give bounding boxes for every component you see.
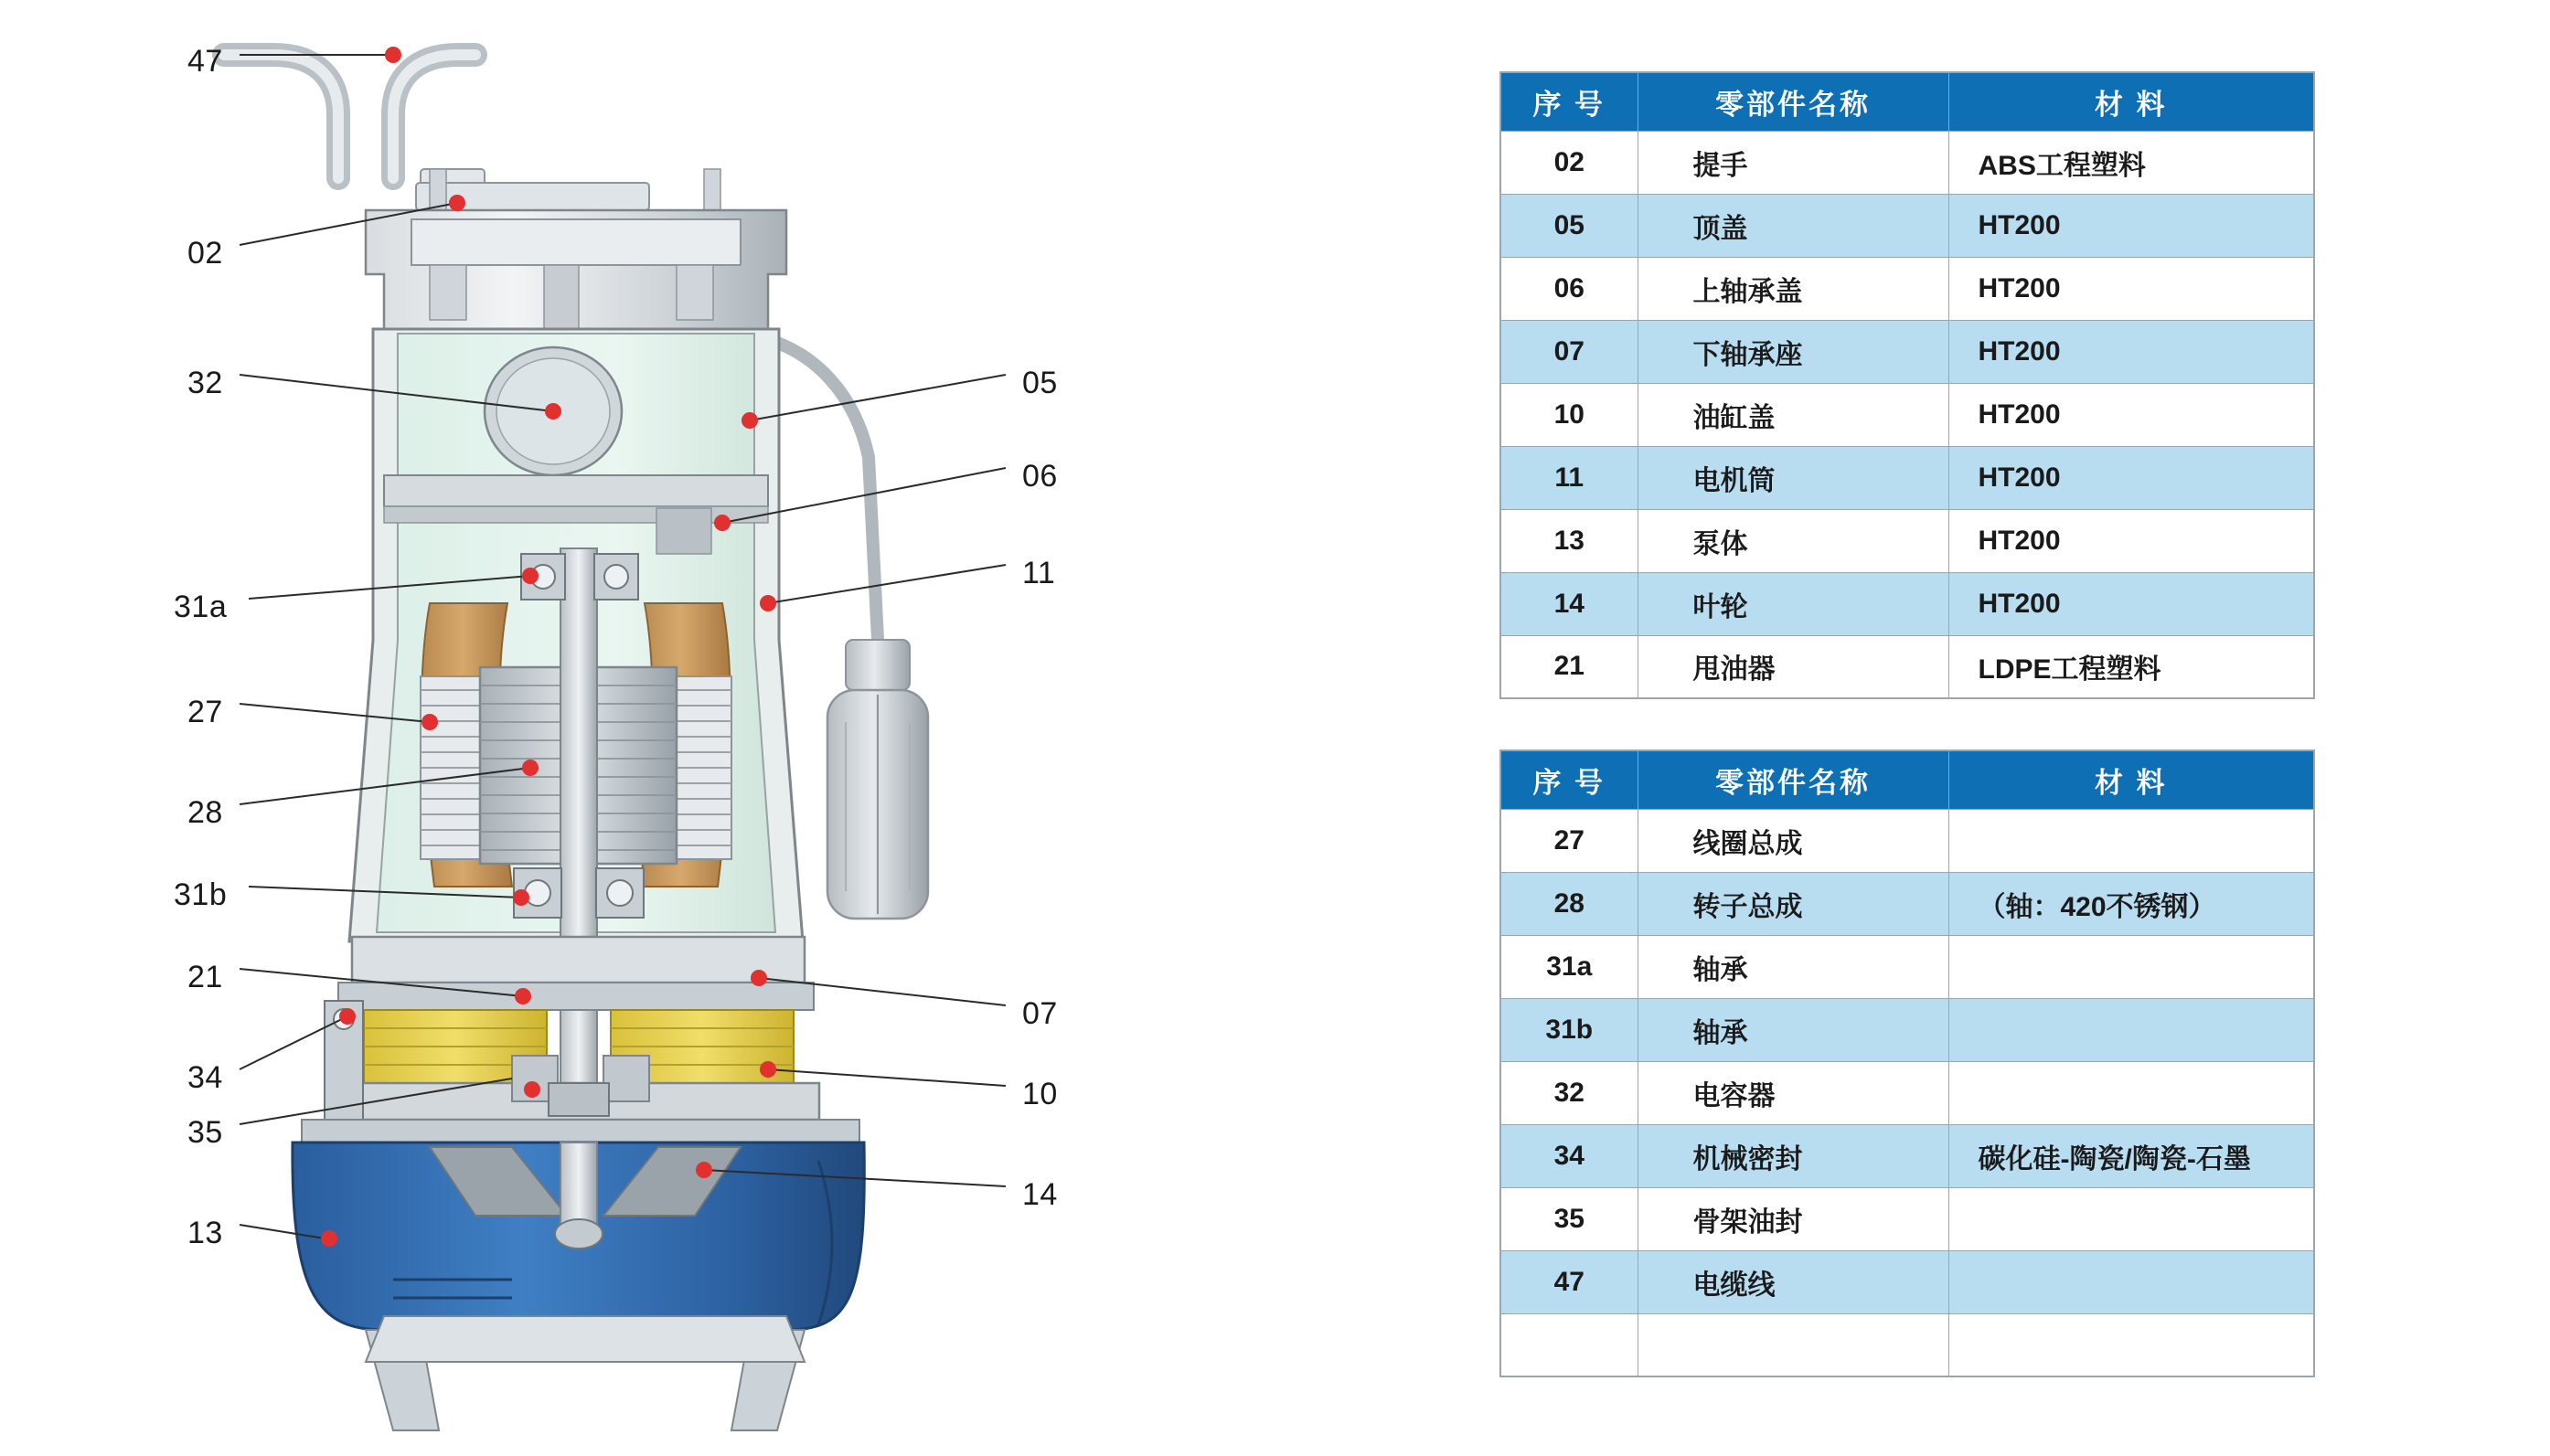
cell-no: 11 (1500, 446, 1638, 509)
callout-label-34: 34 (187, 1060, 223, 1095)
part-lower-bearing-seat-07 (338, 937, 814, 1010)
callout-label-47: 47 (187, 44, 223, 79)
column-header-no: 序 号 (1500, 750, 1638, 809)
cell-no: 28 (1500, 872, 1638, 935)
callout-label-02: 02 (187, 236, 223, 271)
table-header-row (1500, 750, 2314, 809)
cell-material (1948, 935, 2314, 998)
cell-name: 轴承 (1638, 935, 1948, 998)
cell-no: 13 (1500, 509, 1638, 572)
cell-name: 机械密封 (1638, 1124, 1948, 1187)
callout-label-21: 21 (187, 960, 223, 994)
table-row (1500, 572, 2314, 635)
cell-material (1948, 1187, 2314, 1250)
table-row (1500, 257, 2314, 320)
table-row (1500, 1061, 2314, 1124)
cell-no: 05 (1500, 194, 1638, 257)
table-row (1500, 446, 2314, 509)
cell-material (1948, 1313, 2314, 1376)
table-row (1500, 998, 2314, 1061)
callout-label-28: 28 (187, 795, 223, 830)
table-row (1500, 1124, 2314, 1187)
cell-name: 线圈总成 (1638, 809, 1948, 872)
table-row (1500, 383, 2314, 446)
callout-label-31b: 31b (174, 877, 228, 912)
table-header-row (1500, 72, 2314, 131)
table-row (1500, 1313, 2314, 1376)
callout-label-11: 11 (1022, 556, 1056, 590)
cell-no: 02 (1500, 131, 1638, 194)
cell-material (1948, 1061, 2314, 1124)
cell-no: 31b (1500, 998, 1638, 1061)
cell-material (1948, 998, 2314, 1061)
cell-no: 07 (1500, 320, 1638, 383)
cell-name: 甩油器 (1638, 635, 1948, 698)
cell-name: 骨架油封 (1638, 1187, 1948, 1250)
cell-name: 轴承 (1638, 998, 1948, 1061)
callout-label-27: 27 (187, 695, 223, 729)
cell-name: 提手 (1638, 131, 1948, 194)
cell-name: 上轴承盖 (1638, 257, 1948, 320)
cell-material: HT200 (1948, 572, 2314, 635)
table-row (1500, 809, 2314, 872)
cell-material (1948, 1250, 2314, 1313)
table-row (1500, 131, 2314, 194)
cell-name: 电容器 (1638, 1061, 1948, 1124)
column-header-no: 序 号 (1500, 72, 1638, 131)
table-row (1500, 872, 2314, 935)
callout-label-31a: 31a (174, 590, 228, 624)
cell-no: 34 (1500, 1124, 1638, 1187)
cell-material: HT200 (1948, 194, 2314, 257)
callout-label-06: 06 (1022, 459, 1058, 494)
part-base-stand (366, 1316, 805, 1430)
cell-material: LDPE工程塑料 (1948, 635, 2314, 698)
column-header-material: 材 料 (1948, 72, 2314, 131)
cell-no: 21 (1500, 635, 1638, 698)
callout-label-13: 13 (187, 1216, 223, 1250)
cell-name (1638, 1313, 1948, 1376)
cell-no: 27 (1500, 809, 1638, 872)
table-row (1500, 194, 2314, 257)
cell-material: HT200 (1948, 320, 2314, 383)
callout-label-35: 35 (187, 1115, 223, 1150)
cell-no: 47 (1500, 1250, 1638, 1313)
table-row (1500, 509, 2314, 572)
cell-material: ABS工程塑料 (1948, 131, 2314, 194)
cell-no: 14 (1500, 572, 1638, 635)
callout-label-32: 32 (187, 366, 223, 400)
callout-label-07: 07 (1022, 996, 1058, 1031)
callout-label-10: 10 (1022, 1077, 1058, 1111)
cell-material: HT200 (1948, 257, 2314, 320)
part-cable-47 (224, 55, 475, 178)
cell-name: 泵体 (1638, 509, 1948, 572)
cell-name: 油缸盖 (1638, 383, 1948, 446)
cell-name: 叶轮 (1638, 572, 1948, 635)
cell-no (1500, 1313, 1638, 1376)
part-pump-body-13 (293, 1120, 864, 1330)
parts-table-1 (1499, 71, 2315, 699)
table-row (1500, 635, 2314, 698)
table-row (1500, 1187, 2314, 1250)
cell-material: HT200 (1948, 383, 2314, 446)
table-row (1500, 320, 2314, 383)
cell-name: 下轴承座 (1638, 320, 1948, 383)
cell-material (1948, 809, 2314, 872)
column-header-name: 零部件名称 (1638, 750, 1948, 809)
part-shaft (560, 548, 597, 1152)
cell-no: 31a (1500, 935, 1638, 998)
cell-no: 10 (1500, 383, 1638, 446)
table-row (1500, 1250, 2314, 1313)
cell-name: 转子总成 (1638, 872, 1948, 935)
callout-label-14: 14 (1022, 1177, 1058, 1212)
cell-no: 06 (1500, 257, 1638, 320)
column-header-name: 零部件名称 (1638, 72, 1948, 131)
callout-label-05: 05 (1022, 366, 1058, 400)
cell-name: 电机筒 (1638, 446, 1948, 509)
cell-material: （轴：420不锈钢） (1948, 872, 2314, 935)
cell-name: 顶盖 (1638, 194, 1948, 257)
cell-name: 电缆线 (1638, 1250, 1948, 1313)
column-header-material: 材 料 (1948, 750, 2314, 809)
table-row (1500, 935, 2314, 998)
cell-material: HT200 (1948, 446, 2314, 509)
cell-no: 35 (1500, 1187, 1638, 1250)
parts-table-2 (1499, 749, 2315, 1377)
cell-material: HT200 (1948, 509, 2314, 572)
cell-no: 32 (1500, 1061, 1638, 1124)
cell-material: 碳化硅-陶瓷/陶瓷-石墨 (1948, 1124, 2314, 1187)
part-oil-seal-35 (549, 1083, 609, 1116)
